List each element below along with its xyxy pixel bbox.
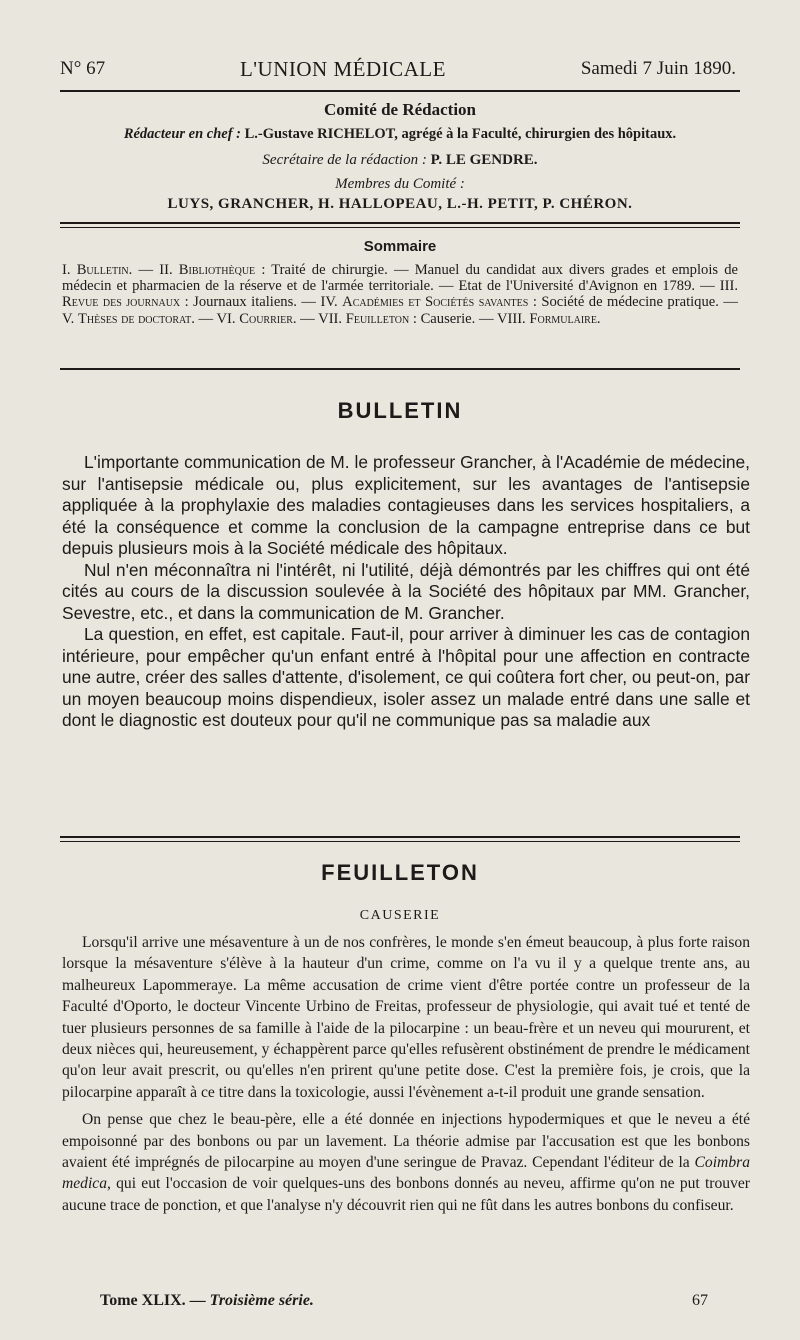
feuilleton-paragraph [62, 1109, 750, 1216]
feuilleton-text-part: , qui eut l'occasion de voir quelques-uns des bonbons donnés au neveu, affirme qu'on ne put trouver aucune trace de ponction, et que l'analyse n'y découvrit rien qui ne fût dans les autres bonbons du confiseur. [62, 1175, 750, 1214]
issue-date: Samedi 7 Juin 1890. [580, 58, 736, 79]
summary-num: V. [62, 310, 75, 327]
bulletin-paragraph: La question, en effet, est capitale. Faut-il, pour arriver à diminuer les cas de contagion intérieure, pour empêcher qu'un enfant entré à l'hôpital pour une affection en contracte une autre, créer des salles d'attente, d'isolement, ce qui coûtera fort cher, ou peut-on, par un moyen beaucoup moins dispendieux, isoler assez un malade entré dans une salle et dont le diagnostic est douteux pour qu'il ne communique pas sa maladie aux [62, 624, 750, 730]
bulletin-title: BULLETIN [337, 398, 463, 423]
series-label: Troisième série. [209, 1292, 314, 1309]
summary-item-title: Bulletin. [76, 262, 133, 278]
issue-number: N° 67 [60, 58, 106, 79]
summary-num: VII. [318, 310, 343, 327]
footer-volume [100, 1292, 314, 1310]
secretary-line [62, 152, 738, 169]
journal-name-emphasis: Coimbra medica [62, 1154, 750, 1193]
feuilleton-title: FEUILLETON [321, 860, 479, 885]
secretary-label: Secrétaire de la rédaction : [262, 152, 427, 168]
summary-item-title: Courrier. [239, 310, 297, 327]
summary-body: I. Bulletin. — II. Bibliothèque : Traité de chirurgie. — Manuel du candidat aux divers grades et emplois de médecin et pharmacien de la réserve et de l'armée territoriale. — Etat de l'Université d'Avignon en 1789. — III. Revue des journaux : Journaux italiens. — IV. Académies et Sociétés savantes : Société de médecine pratique. — V. Thèses de doctorat. — VI. Courrier. — VII. Feuilleton : Causerie. — VIII. Formulaire. [62, 262, 738, 327]
members-list: LUYS, GRANCHER, H. HALLOPEAU, L.-H. PETIT, P. CHÉRON. [167, 196, 633, 212]
header-rule [60, 90, 740, 92]
summary-item-title: Thèses de doctorat. [77, 310, 195, 327]
summary-num: VIII. [496, 310, 526, 327]
summary-rule [60, 368, 740, 370]
secretary-name: P. LE GENDRE. [430, 152, 538, 168]
summary-item-title: Formulaire. [529, 310, 601, 327]
committee-rule-1 [60, 222, 740, 224]
summary-item-text: Causerie. [420, 310, 476, 327]
summary-item-text: Traité de chirurgie. — Manuel du candidat aux divers grades et emplois de médecin et pharmacien de la réserve et de l'armée territoriale. — Etat de l'Université d'Avignon en 1789. [62, 262, 738, 295]
members-label: Membres du Comité : [335, 176, 465, 192]
summary-item-title: Académies et Sociétés savantes : [342, 294, 537, 311]
editor-label: Rédacteur en chef : [123, 126, 242, 142]
members-label-line [62, 176, 738, 193]
tome-label: Tome XLIX. — [100, 1292, 206, 1309]
summary-num: III. [719, 278, 738, 295]
feuilleton-paragraph: Lorsqu'il arrive une mésaventure à un de nos confrères, le monde s'en émeut beaucoup, à plus forte raison lorsque la mésaventure s'élève à la hauteur d'un crime, comme on l'a vu il y a quelque trente ans, au malheureux Lapommeraye. La même accusation de crime vient d'être portée contre un professeur de la Faculté d'Oporto, le docteur Vincente Urbino de Freitas, professeur de physiologie, qui avait tué et tenté de tuer plusieurs personnes de sa famille à l'aide de la pilocarpine : un beau-frère et un neveu qui moururent, et deux nièces qui, heureusement, y échappèrent parce qu'elles refusèrent obstinément de prendre le médicament qu'on leur avait prescrit, ou qu'elles n'en prirent qu'une petite dose. C'est la première fois, je crois, que la pilocarpine apparaît à ce titre dans la toxicologie, aussi l'évènement a-t-il produit une grande sensation. [62, 934, 750, 1101]
summary-item-text: Journaux italiens. [193, 294, 297, 311]
bulletin-paragraph: Nul n'en méconnaîtra ni l'intérêt, ni l'utilité, déjà démontrés par les chiffres qui ont été cités au cours de la discussion soulevée à la Société des hôpitaux par MM. Grancher, Sevestre, etc., et dans la communication de M. Grancher. [62, 559, 750, 623]
summary-item-text: Société de médecine pratique. [541, 294, 719, 311]
summary-item-title: Feuilleton : [345, 310, 417, 327]
summary-item-title: Bibliothèque : [178, 262, 266, 278]
committee-title: Comité de Rédaction [323, 100, 477, 119]
page-footer [100, 1292, 708, 1310]
committee-rule-2 [60, 227, 740, 228]
journal-title: L'UNION MÉDICALE [239, 56, 446, 81]
bulletin-article [62, 452, 750, 732]
summary-num: I. [62, 262, 71, 278]
summary-title: Sommaire [363, 238, 437, 255]
summary-item-title: Revue des journaux : [62, 294, 189, 311]
page-header [60, 52, 736, 86]
feuilleton-rule-2 [60, 841, 740, 842]
editor-in-chief-line [62, 126, 738, 143]
feuilleton-text-part: On pense que chez le beau-père, elle a été donnée en injections hypodermiques et que le neveu a été empoisonné par des bonbons ou par un lavement. La théorie admise par l'accusation est que les bonbons avaient été imprégnés de pilocarpine au moyen d'une seringue de Pravaz. Cependant l'éditeur de la [62, 1111, 750, 1172]
summary-num: IV. [320, 294, 338, 311]
bulletin-paragraph: L'importante communication de M. le professeur Grancher, à l'Académie de médecine, sur l'antisepsie médicale ou, plus explicitement, sur les avantages de l'antisepsie appliquée à la prophylaxie des maladies contagieuses dans les services hospitaliers, a été la conséquence et comme la conclusion de la campagne entreprise dans ce but depuis plusieurs mois à la Société médicale des hôpitaux. [62, 452, 750, 558]
page-number: 67 [692, 1292, 708, 1309]
editor-name: L.-Gustave RICHELOT, agrégé à la Faculté, chirurgien des hôpitaux. [244, 126, 677, 142]
feuilleton-rule-1 [60, 836, 740, 838]
causerie-subtitle: CAUSERIE [359, 908, 441, 923]
feuilleton-article [62, 932, 750, 1216]
summary-num: VI. [216, 310, 236, 327]
summary-num: II. [159, 262, 173, 278]
